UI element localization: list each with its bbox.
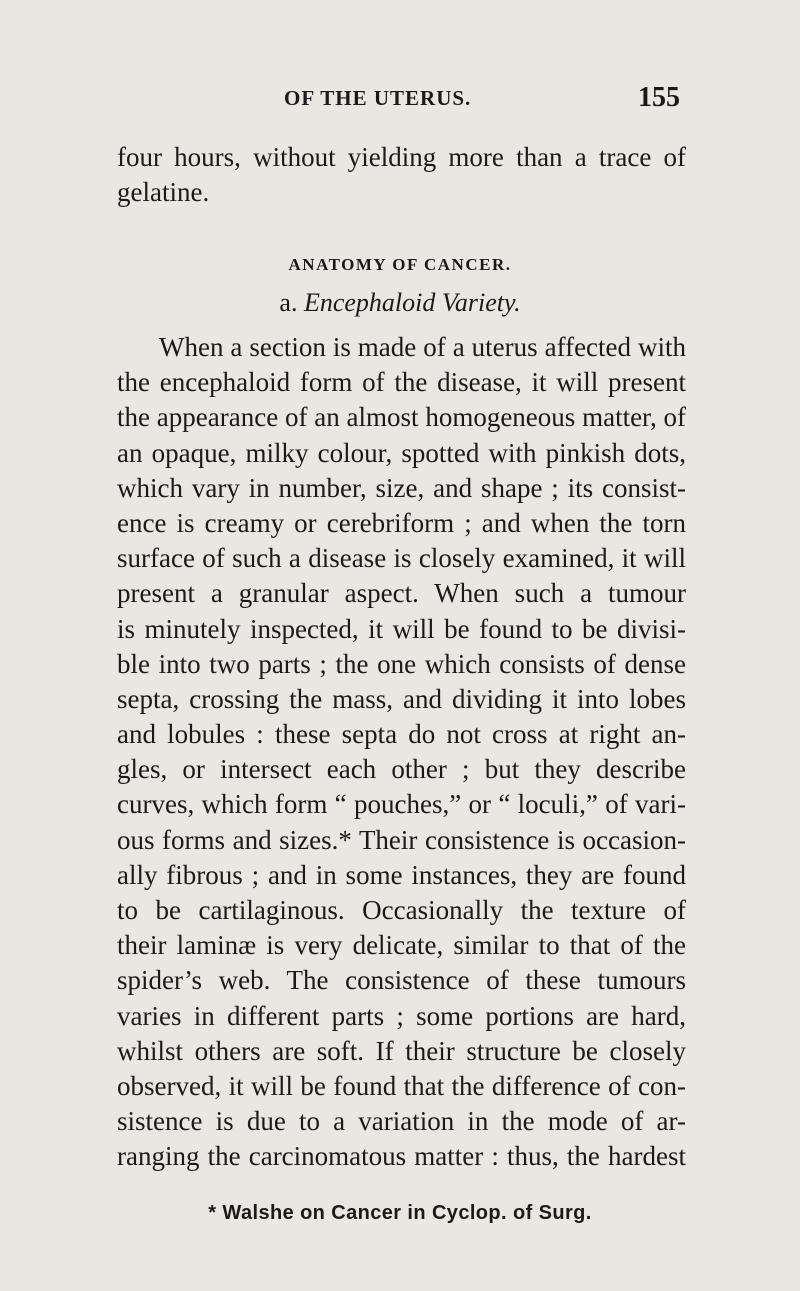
text-line: When a section is made of a uterus affected with xyxy=(159,332,686,362)
subheading xyxy=(0,288,800,318)
text-line: curves, which form “ pouches,” or “ loculi,” of vari- xyxy=(117,789,686,820)
subheading-label: a. xyxy=(279,288,298,317)
text-line: ranging the carcinomatous matter : thus, the hardest xyxy=(117,1141,686,1172)
text-line: observed, it will be found that the difference of con- xyxy=(117,1070,686,1101)
subheading-title: Encephaloid Variety. xyxy=(303,288,521,317)
footnote: * Walshe on Cancer in Cyclop. of Surg. xyxy=(208,1202,592,1224)
text-line: varies in different parts ; some portions are hard, xyxy=(117,1000,686,1031)
text-line: and lobules : these septa do not cross at right an- xyxy=(117,719,686,750)
text-line: is minutely inspected, it will be found to be divisi- xyxy=(117,613,686,644)
section-heading: ANATOMY OF CANCER. xyxy=(288,255,512,274)
text-line: spider’s web. The consistence of these tumours xyxy=(117,965,686,996)
text-line: to be cartilaginous. Occasionally the texture of xyxy=(117,895,686,925)
continuation-paragraph xyxy=(117,140,686,210)
text-line: ous forms and sizes.* Their consistence is occasion- xyxy=(117,824,686,855)
text-line: ence is creamy or cerebriform ; and when the torn xyxy=(117,507,686,538)
text-line: ble into two parts ; the one which consists of dense xyxy=(117,648,686,679)
text-line: ally fibrous ; and in some instances, they are found xyxy=(117,859,686,890)
text-line: the appearance of an almost homogeneous matter, of xyxy=(117,402,686,433)
text-line: septa, crossing the mass, and dividing it into lobes xyxy=(117,683,686,714)
text-line: gelatine. xyxy=(117,177,210,208)
page-number: 155 xyxy=(638,82,680,113)
body-paragraph xyxy=(117,330,686,1175)
text-line: whilst others are soft. If their structure be closely xyxy=(117,1035,686,1066)
text-line: their laminæ is very delicate, similar to that of the xyxy=(117,930,686,961)
running-head xyxy=(0,82,800,116)
running-head-title: OF THE UTERUS. xyxy=(284,86,472,110)
text-line: four hours, without yielding more than a trace of xyxy=(117,142,686,172)
text-line: present a granular aspect. When such a tumour xyxy=(117,578,686,609)
text-line: surface of such a disease is closely examined, it will xyxy=(117,543,686,574)
text-line: which vary in number, size, and shape ; its consist- xyxy=(117,472,686,503)
text-line: sistence is due to a variation in the mode of ar- xyxy=(117,1106,686,1137)
text-line: the encephaloid form of the disease, it will present xyxy=(117,367,686,398)
text-line: gles, or intersect each other ; but they describe xyxy=(117,754,686,785)
text-line: an opaque, milky colour, spotted with pinkish dots, xyxy=(117,437,686,468)
